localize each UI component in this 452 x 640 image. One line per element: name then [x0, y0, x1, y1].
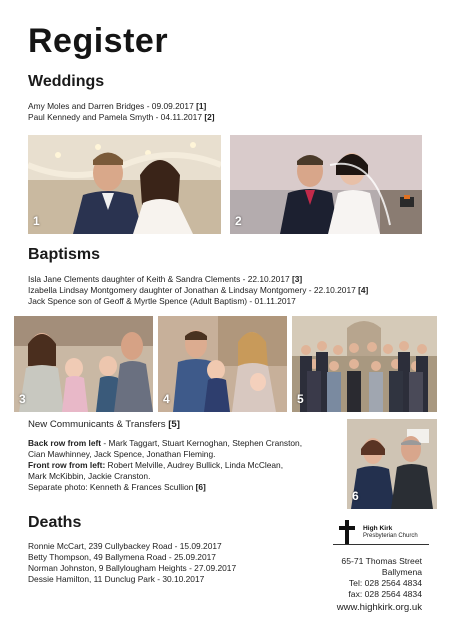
wedding-entry: Amy Moles and Darren Bridges - 09.09.2017 [1]: [28, 101, 207, 111]
baptism-photo-4: [158, 316, 287, 412]
baptism-entry: Izabella Lindsay Montgomery daughter of Jonathan & Lindsay Montgomery - 22.10.2017 [4]: [28, 285, 369, 295]
address-line-2: Ballymena: [381, 567, 422, 577]
separate-photo-line: Separate photo: Kenneth & Frances Scullion [6]: [28, 482, 206, 492]
baptism-entry: Jack Spence son of Geoff & Myrtle Spence (Adult Baptism) - 01.11.2017: [28, 296, 296, 306]
front-row-line: Front row from left: Robert Melville, Audrey Bullick, Linda McClean,: [28, 460, 284, 470]
photo-number: 4: [163, 392, 170, 406]
communicants-heading: New Communicants & Transfers [5]: [28, 419, 180, 430]
wedding-photo-2: [230, 135, 422, 234]
photo-number: 5: [297, 392, 304, 406]
baptism-photo-3: [14, 316, 153, 412]
weddings-heading: Weddings: [28, 73, 105, 90]
communicants-photo-5: [292, 316, 437, 412]
church-logo: [333, 520, 433, 546]
website-link[interactable]: www.highkirk.org.uk: [336, 602, 422, 613]
page-title: Register: [28, 22, 169, 60]
back-row-line: Back row from left - Mark Taggart, Stuart Kernoghan, Stephen Cranston,: [28, 438, 303, 448]
wedding-entry: Paul Kennedy and Pamela Smyth - 04.11.2017 [2]: [28, 112, 215, 122]
telephone: Tel: 028 2564 4834: [348, 578, 422, 588]
baptism-entry: Isla Jane Clements daughter of Keith & Sandra Clements - 22.10.2017 [3]: [28, 274, 303, 284]
death-entry: Norman Johnston, 9 Ballylougham Heights - 27.09.2017: [28, 563, 237, 573]
church-name: High Kirk: [363, 525, 393, 532]
deaths-heading: Deaths: [28, 514, 82, 531]
contact-block: [282, 556, 422, 600]
death-entry: Betty Thompson, 49 Ballymena Road - 25.09.2017: [28, 552, 216, 562]
front-row-line: Mark McKibbin, Jackie Cranston.: [28, 471, 151, 481]
wedding-photo-1: [28, 135, 221, 234]
photo-number: 1: [33, 214, 40, 228]
photo-number: 2: [235, 214, 242, 228]
church-subtitle: Presbyterian Church: [363, 533, 418, 539]
communicants-photo-6: [347, 419, 437, 509]
address-line-1: 65-71 Thomas Street: [341, 556, 422, 566]
death-entry: Dessie Hamilton, 11 Dunclug Park - 30.10.2017: [28, 574, 205, 584]
death-entry: Ronnie McCart, 239 Cullybackey Road - 15.09.2017: [28, 541, 222, 551]
fax: fax: 028 2564 4834: [348, 589, 422, 599]
cross-icon: [339, 520, 355, 544]
baptisms-heading: Baptisms: [28, 246, 101, 263]
photo-number: 3: [19, 392, 26, 406]
photo-number: 6: [352, 489, 359, 503]
logo-rule: [333, 544, 429, 545]
back-row-line: Cian Mawhinney, Jack Spence, Jonathan Fleming.: [28, 449, 216, 459]
